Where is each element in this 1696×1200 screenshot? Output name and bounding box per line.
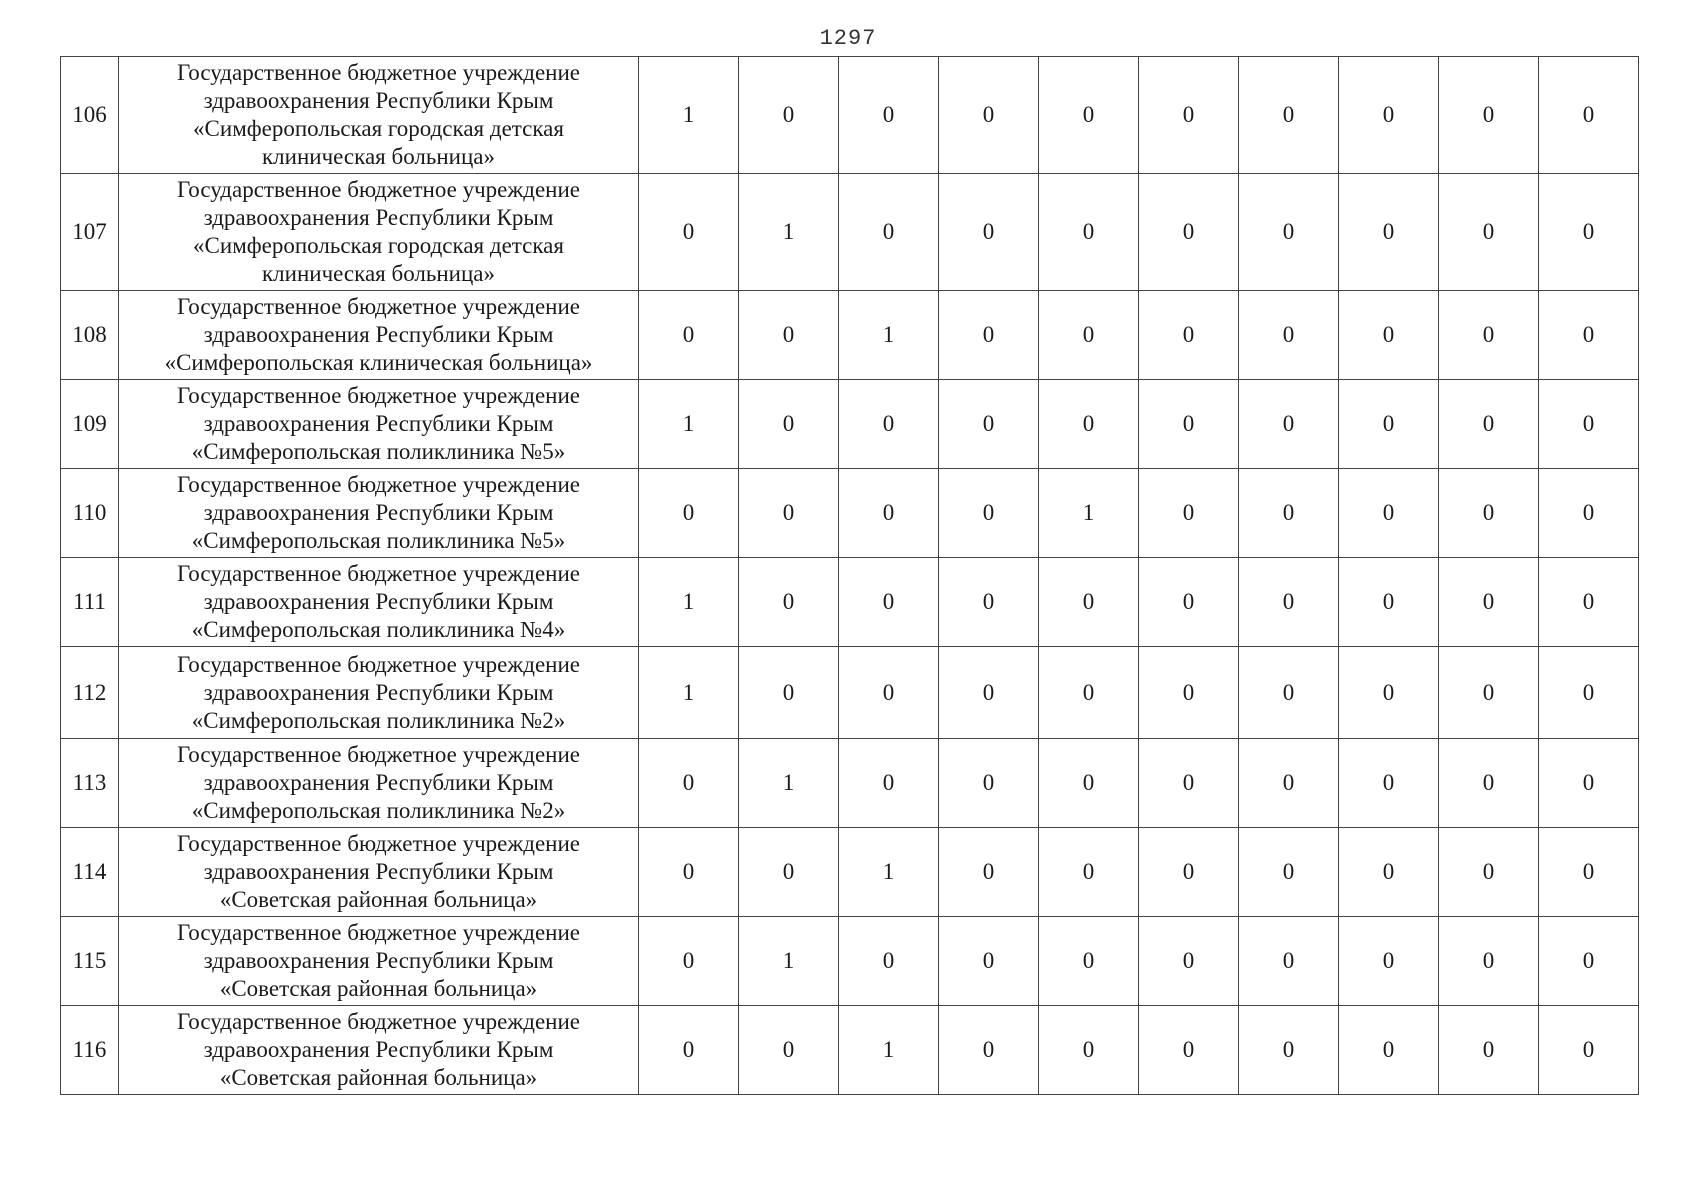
value-cell: 0 xyxy=(939,380,1039,469)
value-cell: 0 xyxy=(1339,917,1439,1006)
value-cell: 0 xyxy=(1139,1006,1239,1095)
value-cell: 0 xyxy=(1239,828,1339,917)
value-cell: 0 xyxy=(1039,174,1139,291)
value-cell: 0 xyxy=(1239,917,1339,1006)
row-number: 110 xyxy=(61,469,119,558)
institution-name-line: Государственное бюджетное учреждение xyxy=(177,294,580,319)
value-cell: 0 xyxy=(1239,1006,1339,1095)
value-cell: 0 xyxy=(1139,647,1239,739)
table-body xyxy=(61,57,1639,1095)
table-row xyxy=(61,291,1639,380)
value-cell: 0 xyxy=(1539,558,1639,647)
institution-name xyxy=(119,917,639,1006)
value-cell: 1 xyxy=(639,380,739,469)
value-cell: 0 xyxy=(1339,469,1439,558)
value-cell: 1 xyxy=(739,917,839,1006)
value-cell: 0 xyxy=(1339,174,1439,291)
institution-name xyxy=(119,739,639,828)
value-cell: 0 xyxy=(1539,739,1639,828)
value-cell: 1 xyxy=(839,291,939,380)
value-cell: 0 xyxy=(1039,558,1139,647)
value-cell: 0 xyxy=(639,291,739,380)
institution-name-line: Государственное бюджетное учреждение xyxy=(177,383,580,408)
value-cell: 0 xyxy=(1039,828,1139,917)
institution-name-line: «Симферопольская поликлиника №2» xyxy=(191,707,566,733)
value-cell: 0 xyxy=(639,174,739,291)
value-cell: 0 xyxy=(1439,647,1539,739)
value-cell: 0 xyxy=(1339,380,1439,469)
value-cell: 0 xyxy=(1339,558,1439,647)
institution-name-line: Государственное бюджетное учреждение xyxy=(177,831,580,856)
value-cell: 0 xyxy=(1239,647,1339,739)
value-cell: 0 xyxy=(1539,647,1639,739)
value-cell: 0 xyxy=(1539,917,1639,1006)
value-cell: 1 xyxy=(1039,469,1139,558)
institution-name-line: здравоохранения Республики Крым xyxy=(203,205,554,230)
value-cell: 0 xyxy=(1539,469,1639,558)
value-cell: 0 xyxy=(1439,469,1539,558)
institution-name-line: Государственное бюджетное учреждение xyxy=(177,651,580,677)
value-cell: 0 xyxy=(1339,828,1439,917)
row-number: 108 xyxy=(61,291,119,380)
table-row xyxy=(61,739,1639,828)
value-cell: 0 xyxy=(1239,558,1339,647)
institution-name-line: Государственное бюджетное учреждение xyxy=(177,920,580,945)
row-number: 107 xyxy=(61,174,119,291)
row-number: 113 xyxy=(61,739,119,828)
institution-name-line: «Симферопольская поликлиника №4» xyxy=(191,617,566,642)
institution-name-line: здравоохранения Республики Крым xyxy=(203,770,554,795)
value-cell: 0 xyxy=(1039,57,1139,174)
institution-name xyxy=(119,558,639,647)
value-cell: 0 xyxy=(1139,291,1239,380)
institution-name-line: здравоохранения Республики Крым xyxy=(203,1037,554,1062)
value-cell: 0 xyxy=(739,57,839,174)
value-cell: 1 xyxy=(639,558,739,647)
value-cell: 0 xyxy=(939,57,1039,174)
institution-name-line: Государственное бюджетное учреждение xyxy=(177,177,580,202)
institution-name-line: здравоохранения Республики Крым xyxy=(203,589,554,614)
value-cell: 0 xyxy=(839,917,939,1006)
value-cell: 0 xyxy=(939,174,1039,291)
value-cell: 1 xyxy=(739,174,839,291)
institution-name-line: клиническая больница» xyxy=(262,261,495,286)
value-cell: 0 xyxy=(1239,469,1339,558)
value-cell: 0 xyxy=(639,739,739,828)
value-cell: 0 xyxy=(1339,57,1439,174)
value-cell: 0 xyxy=(739,291,839,380)
value-cell: 0 xyxy=(939,917,1039,1006)
table-row xyxy=(61,1006,1639,1095)
value-cell: 1 xyxy=(839,828,939,917)
value-cell: 0 xyxy=(839,174,939,291)
row-number: 114 xyxy=(61,828,119,917)
value-cell: 1 xyxy=(739,739,839,828)
value-cell: 0 xyxy=(839,739,939,828)
table-row xyxy=(61,917,1639,1006)
value-cell: 0 xyxy=(839,469,939,558)
value-cell: 0 xyxy=(1339,647,1439,739)
row-number: 116 xyxy=(61,1006,119,1095)
value-cell: 0 xyxy=(1139,57,1239,174)
value-cell: 0 xyxy=(739,828,839,917)
value-cell: 0 xyxy=(1139,469,1239,558)
institution-name-line: «Симферопольская поликлиника №5» xyxy=(191,528,566,553)
value-cell: 0 xyxy=(739,469,839,558)
value-cell: 0 xyxy=(1139,558,1239,647)
institution-name-line: Государственное бюджетное учреждение xyxy=(177,561,580,586)
value-cell: 0 xyxy=(639,1006,739,1095)
value-cell: 0 xyxy=(1039,1006,1139,1095)
value-cell: 0 xyxy=(1139,739,1239,828)
institution-name-line: «Советская районная больница» xyxy=(219,1065,538,1090)
institution-name-line: «Симферопольская городская детская xyxy=(193,116,564,141)
institution-name xyxy=(119,57,639,174)
table-row xyxy=(61,469,1639,558)
value-cell: 0 xyxy=(1139,828,1239,917)
institution-name-line: здравоохранения Республики Крым xyxy=(203,322,554,347)
institution-name-line: здравоохранения Республики Крым xyxy=(203,500,554,525)
value-cell: 1 xyxy=(639,647,739,739)
institution-name-line: Государственное бюджетное учреждение xyxy=(177,472,580,497)
value-cell: 0 xyxy=(839,558,939,647)
institution-name-line: «Симферопольская городская детская xyxy=(193,233,564,258)
row-number: 109 xyxy=(61,380,119,469)
value-cell: 0 xyxy=(839,380,939,469)
value-cell: 0 xyxy=(1539,380,1639,469)
value-cell: 0 xyxy=(1439,917,1539,1006)
value-cell: 0 xyxy=(939,739,1039,828)
value-cell: 0 xyxy=(1339,1006,1439,1095)
value-cell: 0 xyxy=(739,647,839,739)
institution-name-line: здравоохранения Республики Крым xyxy=(203,679,554,705)
value-cell: 0 xyxy=(939,647,1039,739)
table-row xyxy=(61,174,1639,291)
value-cell: 0 xyxy=(939,828,1039,917)
value-cell: 0 xyxy=(1039,647,1139,739)
value-cell: 0 xyxy=(1239,57,1339,174)
institution-name-line: «Советская районная больница» xyxy=(219,976,538,1001)
row-number: 115 xyxy=(61,917,119,1006)
value-cell: 0 xyxy=(1239,174,1339,291)
institution-name-line: здравоохранения Республики Крым xyxy=(203,859,554,884)
value-cell: 0 xyxy=(739,558,839,647)
value-cell: 0 xyxy=(839,57,939,174)
value-cell: 0 xyxy=(639,828,739,917)
value-cell: 0 xyxy=(1539,174,1639,291)
value-cell: 0 xyxy=(739,1006,839,1095)
value-cell: 0 xyxy=(1439,57,1539,174)
institution-name-line: здравоохранения Республики Крым xyxy=(203,88,554,113)
institution-name-line: «Симферопольская клиническая больница» xyxy=(164,350,593,375)
value-cell: 0 xyxy=(1339,291,1439,380)
institution-name-line: Государственное бюджетное учреждение xyxy=(177,60,580,85)
value-cell: 0 xyxy=(1439,380,1539,469)
value-cell: 0 xyxy=(1439,739,1539,828)
value-cell: 0 xyxy=(1439,828,1539,917)
value-cell: 0 xyxy=(1439,558,1539,647)
institution-name-line: «Симферопольская поликлиника №5» xyxy=(191,439,566,464)
row-number: 111 xyxy=(61,558,119,647)
value-cell: 0 xyxy=(1539,291,1639,380)
value-cell: 0 xyxy=(1239,380,1339,469)
value-cell: 0 xyxy=(939,1006,1039,1095)
value-cell: 0 xyxy=(1039,380,1139,469)
value-cell: 0 xyxy=(939,558,1039,647)
value-cell: 0 xyxy=(639,917,739,1006)
table-row xyxy=(61,558,1639,647)
institution-name xyxy=(119,469,639,558)
value-cell: 1 xyxy=(839,1006,939,1095)
table-row xyxy=(61,380,1639,469)
value-cell: 0 xyxy=(939,469,1039,558)
institution-name xyxy=(119,174,639,291)
value-cell: 0 xyxy=(739,380,839,469)
institution-name-line: «Советская районная больница» xyxy=(219,887,538,912)
institution-name xyxy=(119,291,639,380)
row-number: 112 xyxy=(61,647,119,739)
value-cell: 1 xyxy=(639,57,739,174)
value-cell: 0 xyxy=(1039,739,1139,828)
value-cell: 0 xyxy=(1139,380,1239,469)
institution-name-line: Государственное бюджетное учреждение xyxy=(177,742,580,767)
institution-name-line: «Симферопольская поликлиника №2» xyxy=(191,798,566,823)
value-cell: 0 xyxy=(1439,291,1539,380)
institution-name-line: клиническая больница» xyxy=(262,144,495,169)
value-cell: 0 xyxy=(1239,291,1339,380)
institution-name-line: здравоохранения Республики Крым xyxy=(203,948,554,973)
value-cell: 0 xyxy=(1339,739,1439,828)
value-cell: 0 xyxy=(1239,739,1339,828)
value-cell: 0 xyxy=(1539,1006,1639,1095)
institution-name xyxy=(119,1006,639,1095)
value-cell: 0 xyxy=(1039,917,1139,1006)
value-cell: 0 xyxy=(639,469,739,558)
table-row xyxy=(61,57,1639,174)
value-cell: 0 xyxy=(1139,174,1239,291)
value-cell: 0 xyxy=(1039,291,1139,380)
value-cell: 0 xyxy=(1139,917,1239,1006)
institution-name xyxy=(119,380,639,469)
table-row xyxy=(61,647,1639,739)
institution-name xyxy=(119,828,639,917)
value-cell: 0 xyxy=(1539,828,1639,917)
institutions-table xyxy=(60,56,1639,1095)
institution-name-line: здравоохранения Республики Крым xyxy=(203,411,554,436)
value-cell: 0 xyxy=(1539,57,1639,174)
value-cell: 0 xyxy=(939,291,1039,380)
row-number: 106 xyxy=(61,57,119,174)
value-cell: 0 xyxy=(1439,174,1539,291)
page-number: 1297 xyxy=(819,26,877,51)
table-row xyxy=(61,828,1639,917)
value-cell: 0 xyxy=(1439,1006,1539,1095)
institution-name xyxy=(119,647,639,739)
value-cell: 0 xyxy=(839,647,939,739)
institution-name-line: Государственное бюджетное учреждение xyxy=(177,1009,580,1034)
